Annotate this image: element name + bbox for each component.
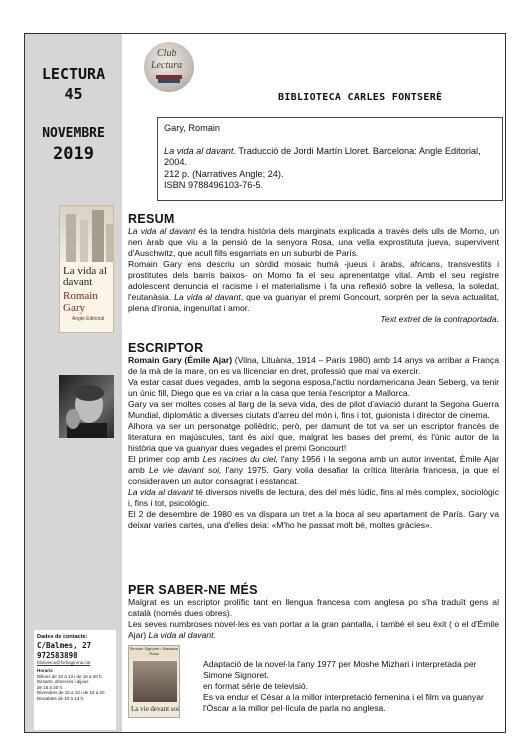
escriptor-heading: ESCRIPTOR bbox=[128, 341, 204, 355]
contact-address: C/Balmes, 27 bbox=[37, 641, 92, 650]
lectura-label bbox=[26, 64, 121, 104]
film-cover-image bbox=[128, 645, 180, 718]
film-cover-title: La vie devant soi bbox=[131, 705, 180, 713]
year-label: 2019 bbox=[53, 144, 94, 164]
contact-box bbox=[34, 630, 116, 730]
ref-pages: 212 p. (Narratives Angle; 24). bbox=[164, 168, 284, 179]
ref-author: Gary, Romain bbox=[164, 123, 220, 133]
film-cover-top-text: Simone Signoret / Madame Rosa bbox=[129, 646, 179, 660]
cover-building-icon bbox=[60, 206, 114, 262]
contact-hours: Horaris Dilluns de 10 a 13 i de 16 a 20 h. Dimarts, dimecres i dijous de 16 a 20 h. Divendres de 10 a 13 i de 16 a 20 Dissabtes de 10 a 13 h. bbox=[37, 668, 105, 701]
book-cover-image bbox=[59, 205, 114, 333]
author-photo bbox=[59, 375, 114, 438]
ref-title-line bbox=[164, 146, 496, 169]
bibliographic-reference bbox=[157, 117, 503, 201]
logo-books-icon bbox=[144, 42, 194, 92]
library-title: BIBLIOTECA CARLES FONTSERÈ bbox=[278, 92, 443, 103]
cover-publisher: Angle Editorial bbox=[72, 316, 105, 322]
cover-title: La vida al davant bbox=[63, 265, 107, 288]
saber-heading: PER SABER-NE MÉS bbox=[128, 583, 258, 597]
resum-source: Text extret de la contraportada. bbox=[380, 314, 499, 324]
resum-heading: RESUM bbox=[128, 212, 175, 226]
contact-heading: Dades de contacte: bbox=[37, 634, 88, 640]
saber-text: Malgrat es un escriptor prolífic tant en llengua francesa com anglesa po s'ha traduït gens al català (només dues obres). Les seves numbroses novel·les es van portar a la gran pantalla, i també el seu èxit ( o el d'Émile Ajar) La vida al davant. bbox=[128, 597, 499, 640]
resum-text: La vida al davant és la tendra història dels marginats explicada a través dels ulls de Momo, un nen àrab que viu a la pensió de la senyora Rosa, una vella exprostituta jueva, supervivent d'Auschwitz, que acull fills esgarriats en un suburbi de París. Romain Gary ens descriu un sòrdid mosaic humà -jueus i àrabs, africans, transvestits i prostitutes dels barris baixos- on Momo fa el seu aprenentatge vital. Amb el seu registre adolescent denuncia el racisme i el materialisme i fa una reflexió sobre la vellesa, la soledat, l'eutanàsia. La vida al davant, que va guanyar el premi Goncourt, sorprèn per la seva actualitat, plena d'ironia, ingenuïtat i amor. Text extret de la contraportada. bbox=[128, 226, 499, 324]
logo-text-top: Club bbox=[157, 48, 177, 59]
month-label: NOVEMBRE bbox=[42, 126, 105, 141]
adaptation-text: Adaptació de la novel·la l'any 1977 per Moshe Mizhari i interpretada per Simone Signoret. en format sèrie de televisió. Es va endur el César a la millor interpretació femenina i el film va guanyar l'Òscar a la millor pel·lícula de parla no anglesa. bbox=[203, 659, 484, 713]
ref-details: . Traducció de Jordi Martín Lloret. Barcelona: Angle Editorial, 2004. bbox=[164, 145, 481, 168]
author-portrait-icon bbox=[59, 375, 114, 438]
contact-email[interactable]: biblioteca@fortiagirona.cat bbox=[37, 660, 91, 665]
logo-text-bottom: Lectura bbox=[151, 60, 183, 71]
film-cover-photo bbox=[133, 661, 177, 702]
lectura-number: 45 bbox=[64, 85, 83, 103]
contact-phone: 972583898 bbox=[37, 651, 78, 660]
lectura-word: LECTURA bbox=[41, 65, 106, 83]
cover-photo-area bbox=[60, 206, 113, 262]
ref-title: La vida al davant bbox=[164, 145, 234, 156]
club-lectura-logo bbox=[144, 42, 194, 92]
escriptor-text: Romain Gary (Émile Ajar) (Vilna, Lituània, 1914 – París 1980) amb 14 anys va arribar a França de la mà de la mare, on es va llicenciar en dret, professió que mai va exercir. Va estar casat dues vegades, amb la segona esposa,l'actiu nordamericana Jean Seberg, va tenir un únic fill, Diego que es va criar a la casa que tenia l'escriptor a Mallorca. Gary va ser moltes coses al llarg de la seva vida, des de pilot d'aviació durant la Segona Guerra Mundial, diplomàtic a diverses ciutats d'arreu del món i, fins i tot, guionista i director de cinema. Alhora va ser un personatge polièdric, però, per damunt de tot va ser un escriptor francès de literatura en majúscules, tant és així que, malgrat les bases del premi, és l'únic autor de la història que va guanyar dues vegades el premi Goncourt! El primer cop amb Les racines du ciel, l'any 1956 i la segona amb un autor inventat, Émile Ajar amb Le vie davant soi, l'any 1975. Gary volia desafiar la crítica literària francesa, ja que el consideraven un autor consagrat i esstancat. La vida al davant té diversos nivells de lectura, des del més lúdic, fins al més complex, sociològic i, fins i tot, psicològic. El 2 de desembre de 1980 es va dispara un tret a la boca al seu apartament de París. Gary va deixar varies cartes, una d'elles deia: «M'ho he passat molt bé, moltes gràcies». bbox=[128, 355, 499, 530]
cover-author: Romain Gary bbox=[63, 290, 98, 314]
ref-isbn: ISBN 9788496103-76-5. bbox=[164, 180, 264, 191]
author-name: Romain Gary (Émile Ajar) bbox=[128, 355, 233, 365]
